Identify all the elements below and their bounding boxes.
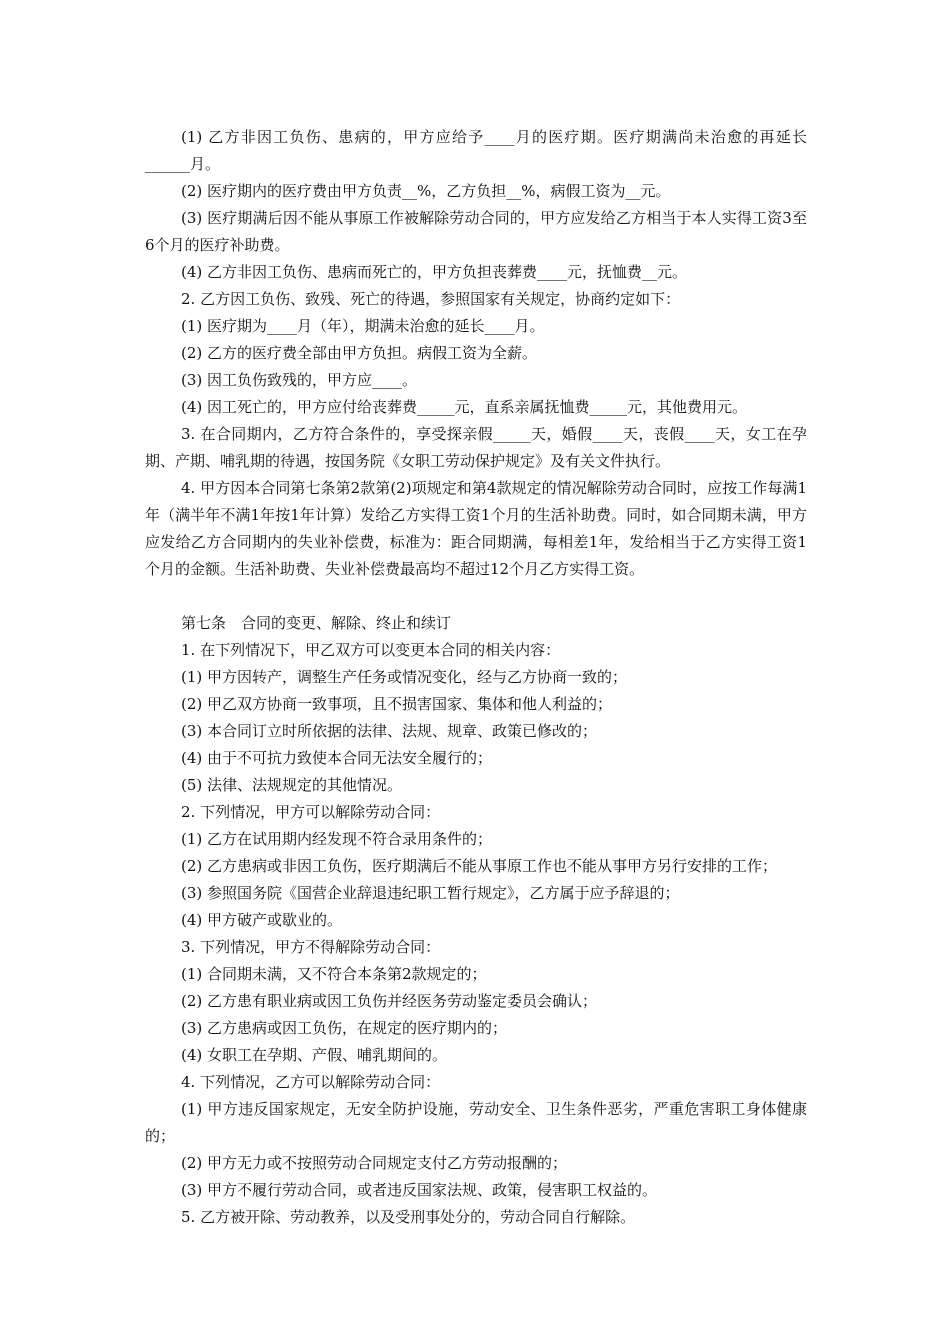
section-contract-changes (145, 637, 807, 1231)
paragraph: (4) 女职工在孕期、产假、哺乳期间的。 (181, 1046, 448, 1064)
article-heading: 第七条 合同的变更、解除、终止和续订 (181, 614, 452, 632)
paragraph: 2. 乙方因工负伤、致残、死亡的待遇，参照国家有关规定，协商约定如下： (181, 290, 681, 308)
paragraph: (1) 甲方因转产，调整生产任务或情况变化，经与乙方协商一致的； (181, 668, 628, 686)
paragraph: (1) 乙方在试用期内经发现不符合录用条件的； (181, 830, 493, 848)
section-medical-benefits (145, 124, 807, 583)
paragraph: (4) 乙方非因工负伤、患病而死亡的，甲方负担丧葬费____元，抚恤费__元。 (181, 263, 688, 281)
paragraph: (3) 本合同订立时所依据的法律、法规、规章、政策已修改的； (181, 722, 598, 740)
paragraph: (4) 因工死亡的，甲方应付给丧葬费_____元，直系亲属抚恤费_____元，其他费用元。 (181, 398, 748, 416)
paragraph: (3) 甲方不履行劳动合同，或者违反国家法规、政策，侵害职工权益的。 (181, 1181, 658, 1199)
paragraph: (1) 合同期未满，又不符合本条第2款规定的； (181, 965, 487, 983)
paragraph: 1. 在下列情况下，甲乙双方可以变更本合同的相关内容： (181, 641, 561, 659)
paragraph: 2. 下列情况，甲方可以解除劳动合同： (181, 803, 441, 821)
paragraph: (4) 甲方破产或歇业的。 (181, 911, 343, 929)
paragraph: (2) 医疗期内的医疗费由甲方负责__%，乙方负担__%，病假工资为__元。 (181, 182, 671, 200)
paragraph: 3. 在合同期内，乙方符合条件的，享受探亲假_____天，婚假____天，丧假____天，女工在孕期、产期、哺乳期的待遇，按国务院《女职工劳动保护规定》及有关文件执行。 (145, 425, 807, 470)
paragraph: (3) 因工负伤致残的，甲方应____。 (181, 371, 418, 389)
paragraph: (2) 甲方无力或不按照劳动合同规定支付乙方劳动报酬的； (181, 1154, 568, 1172)
paragraph: (3) 乙方患病或因工负伤，在规定的医疗期内的； (181, 1019, 508, 1037)
paragraph: (4) 由于不可抗力致使本合同无法安全履行的； (181, 749, 493, 767)
paragraph: (1) 甲方违反国家规定，无安全防护设施，劳动安全、卫生条件恶劣，严重危害职工身体健康的； (145, 1100, 807, 1145)
paragraph: (2) 甲乙双方协商一致事项，且不损害国家、集体和他人利益的； (181, 695, 613, 713)
paragraph: (3) 参照国务院《国营企业辞退违纪职工暂行规定》，乙方属于应予辞退的； (181, 884, 680, 902)
document-page (145, 124, 807, 1231)
paragraph: (2) 乙方患病或非因工负伤，医疗期满后不能从事原工作也不能从事甲方另行安排的工作； (181, 857, 778, 875)
paragraph: (2) 乙方的医疗费全部由甲方负担。病假工资为全薪。 (181, 344, 538, 362)
paragraph: 4. 下列情况，乙方可以解除劳动合同： (181, 1073, 441, 1091)
paragraph: (1) 医疗期为____月（年），期满未治愈的延长____月。 (181, 317, 545, 335)
paragraph: 5. 乙方被开除、劳动教养，以及受刑事处分的，劳动合同自行解除。 (181, 1208, 636, 1226)
paragraph: 3. 下列情况，甲方不得解除劳动合同： (181, 938, 441, 956)
paragraph: (5) 法律、法规规定的其他情况。 (181, 776, 403, 794)
paragraph: (1) 乙方非因工负伤、患病的，甲方应给予____月的医疗期。医疗期满尚未治愈的再延长______月。 (145, 128, 807, 173)
paragraph: 4. 甲方因本合同第七条第2款第(2)项规定和第4款规定的情况解除劳动合同时，应按工作每满1年（满半年不满1年按1年计算）发给乙方实得工资1个月的生活补助费。同时，如合同期未满，甲方应发给乙方合同期内的失业补偿费，标准为：距合同期满，每相差1年，发给相当于乙方实得工资1个月的金额。生活补助费、失业补偿费最高均不超过12个月乙方实得工资。 (145, 479, 807, 578)
paragraph: (3) 医疗期满后因不能从事原工作被解除劳动合同的，甲方应发给乙方相当于本人实得工资3至6个月的医疗补助费。 (145, 209, 807, 254)
paragraph: (2) 乙方患有职业病或因工负伤并经医务劳动鉴定委员会确认； (181, 992, 598, 1010)
